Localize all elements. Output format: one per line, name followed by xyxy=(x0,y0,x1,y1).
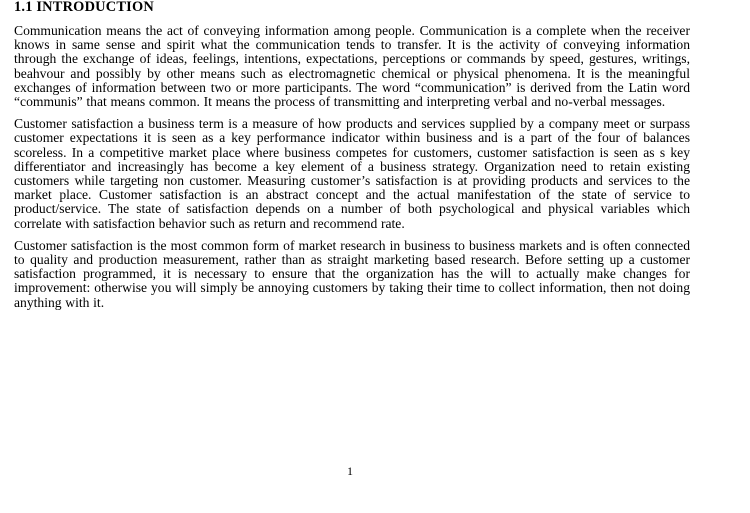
section-heading: 1.1 INTRODUCTION xyxy=(14,0,154,15)
page-number: 1 xyxy=(347,464,353,478)
paragraph-customer-satisfaction: Customer satisfaction a business term is a measure of how products and services supplied by a company meet or surpass customer expectations it is seen as a key performance indicator within business and is a part of the four of balances scoreless. In a competitive market place where business competes for customers, customer satisfaction is seen as s key differentiator and increasingly has become a key element of a business strategy. Organization need to retain existing customers while targeting non customer. Measuring customer’s satisfaction is at providing products and services to the market place. Customer satisfaction is an abstract concept and the actual manifestation of the state of service to product/service. The state of satisfaction depends on a number of both psychological and physical variables which correlate with satisfaction behavior such as return and recommend rate. xyxy=(14,116,690,231)
paragraph-communication: Communication means the act of conveying information among people. Communication is a complete when the receiver knows in same sense and spirit what the communication tends to transfer. It is the activity of conveying information through the exchange of ideas, feelings, intentions, expectations, perceptions or commands by speed, gestures, writings, beahvour and possibly by other means such as electromagnetic chemical or physical phenomena. It is the meaningful exchanges of information between two or more participants. The word “communication” is derived from the Latin word “communis” that means common. It means the process of transmitting and interpreting verbal and no-verbal messages. xyxy=(14,23,690,110)
document-page xyxy=(14,0,690,310)
paragraph-market-research: Customer satisfaction is the most common form of market research in business to business markets and is often connected to quality and production measurement, rather than as straight marketing based research. Before setting up a customer satisfaction programmed, it is necessary to ensure that the organization has the will to actually make changes for improvement: otherwise you will simply be annoying customers by taking their time to collect information, then not doing anything with it. xyxy=(14,237,690,310)
